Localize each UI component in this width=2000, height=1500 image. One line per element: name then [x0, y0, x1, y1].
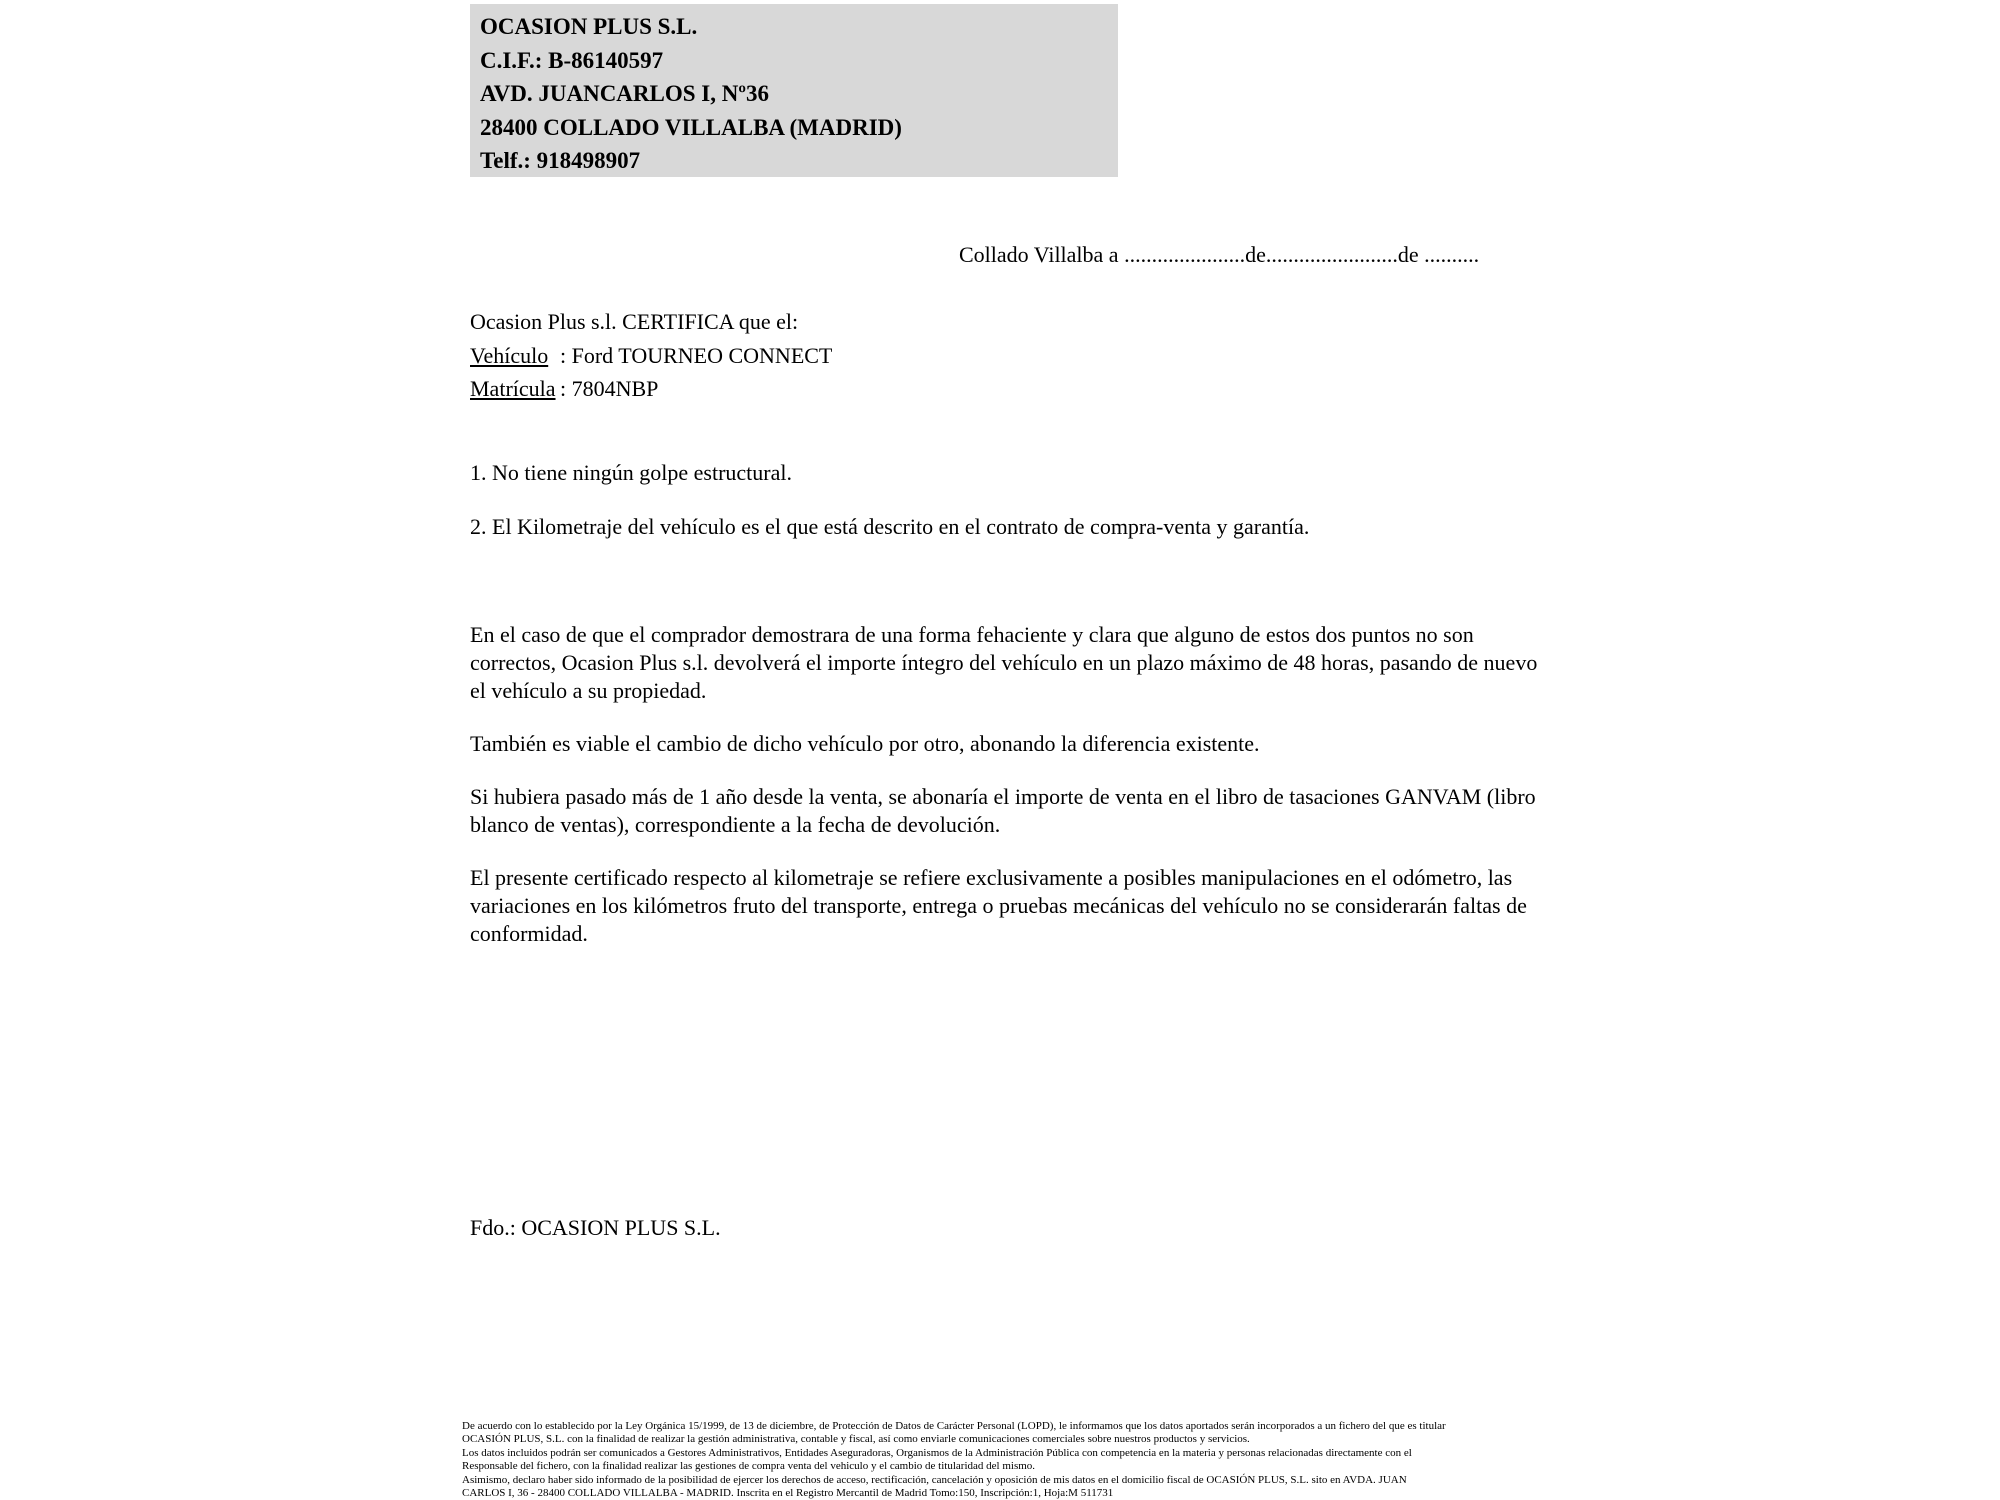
company-phone: Telf.: 918498907	[480, 148, 641, 173]
date-line: Collado Villalba a ......................de........................de ..........	[959, 242, 1480, 267]
certification-block	[470, 305, 832, 406]
paragraph-refund-policy: En el caso de que el comprador demostrara de una forma fehaciente y clara que alguno de estos dos puntos no son correctos, Ocasion Plus s.l. devolverá el importe íntegro del vehículo en un plazo máximo de 48 horas, pasando de nuevo el vehículo a su propiedad.	[470, 622, 1538, 703]
plate-value: : 7804NBP	[560, 376, 659, 401]
vehicle-label: Vehículo	[470, 342, 549, 368]
plate-row	[470, 372, 832, 406]
legal-footer-line: Asimismo, declaro haber sido informado de la posibilidad de ejercer los derechos de acceso, rectificación, cancelación y oposición de mis datos en el domicilio fiscal de OCASIÓN PLUS, S.L. sito en AVDA. JUAN	[462, 1473, 1407, 1486]
body-paragraphs	[470, 621, 1552, 973]
signature-line: Fdo.: OCASION PLUS S.L.	[470, 1215, 721, 1240]
certification-intro: Ocasion Plus s.l. CERTIFICA que el:	[470, 309, 799, 334]
paragraph-ganvam-valuation: Si hubiera pasado más de 1 año desde la venta, se abonaría el importe de venta en el libro de tasaciones GANVAM (libro blanco de ventas), correspondiente a la fecha de devolución.	[470, 784, 1536, 837]
company-address: AVD. JUANCARLOS I, Nº36	[480, 81, 769, 106]
company-name: OCASION PLUS S.L.	[480, 14, 698, 39]
company-city: 28400 COLLADO VILLALBA (MADRID)	[480, 114, 902, 140]
paragraph-exchange-option: También es viable el cambio de dicho vehículo por otro, abonando la diferencia existente.	[470, 731, 1260, 756]
paragraph-odometer-disclaimer: El presente certificado respecto al kilometraje se refiere exclusivamente a posibles manipulaciones en el odómetro, las variaciones en los kilómetros fruto del transporte, entrega o pruebas mecánicas del vehículo no se considerarán faltas de conformidad.	[470, 865, 1527, 946]
vehicle-value: : Ford TOURNEO CONNECT	[560, 342, 833, 368]
certified-item-2: 2. El Kilometraje del vehículo es el que está descrito en el contrato de compra-venta y garantía.	[470, 514, 1310, 539]
vehicle-row	[470, 339, 832, 373]
legal-footer-line: CARLOS I, 36 - 28400 COLLADO VILLALBA - MADRID. Inscrita en el Registro Mercantil de Madrid Tomo:150, Inscripción:1, Hoja:M 511731	[462, 1487, 1114, 1500]
legal-footer	[462, 1420, 1572, 1500]
legal-footer-line: OCASIÓN PLUS, S.L. con la finalidad de realizar la gestión administrativa, contable y fiscal, así como enviarle comunicaciones comerciales sobre nuestros productos y servicios.	[462, 1433, 1250, 1446]
certified-item-1: 1. No tiene ningún golpe estructural.	[470, 460, 792, 485]
legal-footer-line: De acuerdo con lo establecido por la Ley Orgánica 15/1999, de 13 de diciembre, de Protección de Datos de Carácter Personal (LOPD), le informamos que los datos aportados serán incorporados a un fichero del que es titular	[462, 1420, 1446, 1432]
legal-footer-line: Los datos incluidos podrán ser comunicados a Gestores Administrativos, Entidades Aseguradoras, Organismos de la Administración Pública con competencia en la materia y personas relacionadas directamente con el	[462, 1446, 1412, 1459]
letterhead-block	[470, 4, 1118, 177]
plate-label: Matrícula	[470, 376, 556, 401]
legal-footer-line: Responsable del fichero, con la finalidad realizar las gestiones de compra venta del vehiculo y el cambio de titularidad del mismo.	[462, 1460, 1036, 1473]
company-cif: C.I.F.: B-86140597	[480, 47, 664, 73]
